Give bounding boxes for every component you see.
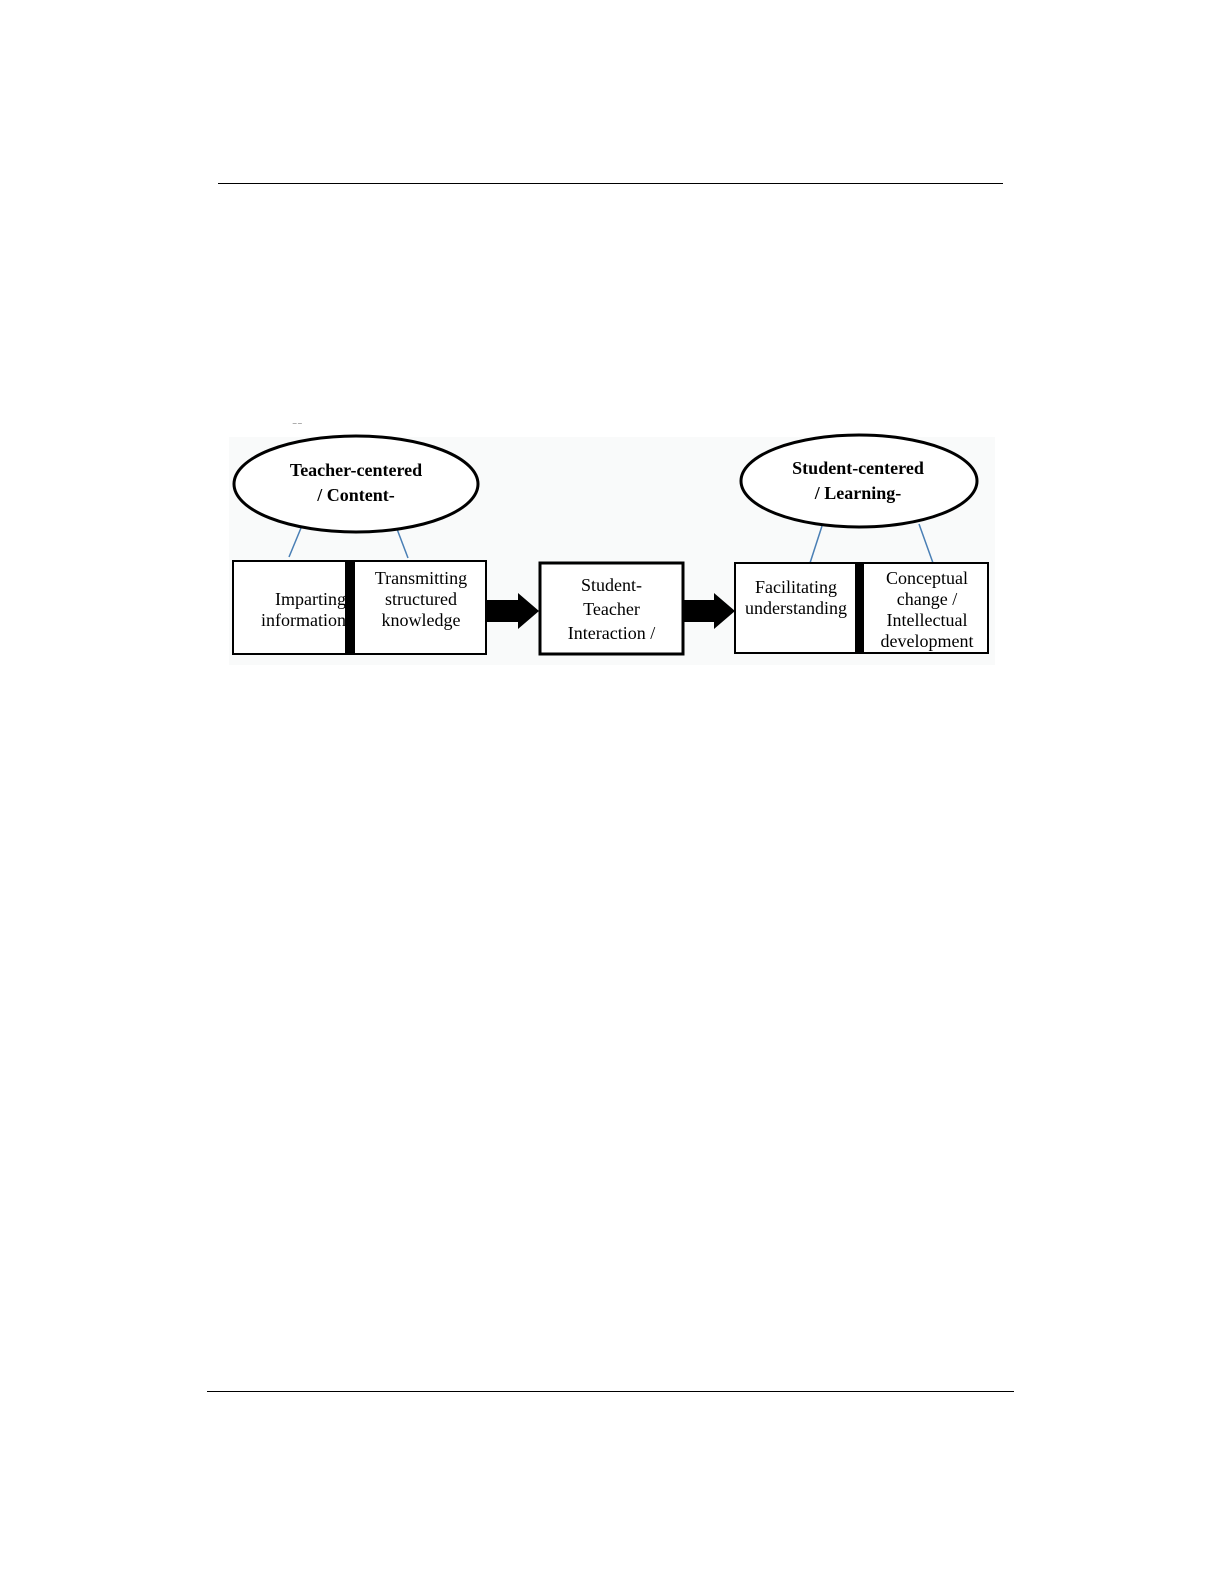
footer-rule: [207, 1391, 1014, 1392]
box-label-conceptual: Conceptual change / Intellectual development: [880, 568, 974, 651]
box-left-divider: [345, 561, 355, 654]
connector-line-transmitting: [397, 529, 408, 558]
connector-line-conceptual: [919, 524, 933, 563]
arrow-center-to-right: [684, 593, 735, 629]
box-label-transmitting: Transmitting structured knowledge: [374, 568, 468, 630]
arrow-left-to-center: [487, 593, 539, 629]
connector-line-imparting: [289, 528, 301, 557]
box-right-divider: [855, 563, 864, 653]
ellipse-label-student-centered: Student-centered / Learning-: [792, 458, 924, 503]
scribble-mark: ⁻⁻: [292, 421, 303, 432]
ellipse-label-teacher-centered: Teacher-centered / Content-: [289, 460, 423, 505]
box-label-facilitating: Facilitating understanding: [745, 577, 847, 618]
box-label-imparting: Imparting information: [261, 589, 346, 630]
connector-line-facilitating: [810, 526, 822, 563]
box-label-interaction: Student- Teacher Interaction /: [567, 575, 656, 643]
